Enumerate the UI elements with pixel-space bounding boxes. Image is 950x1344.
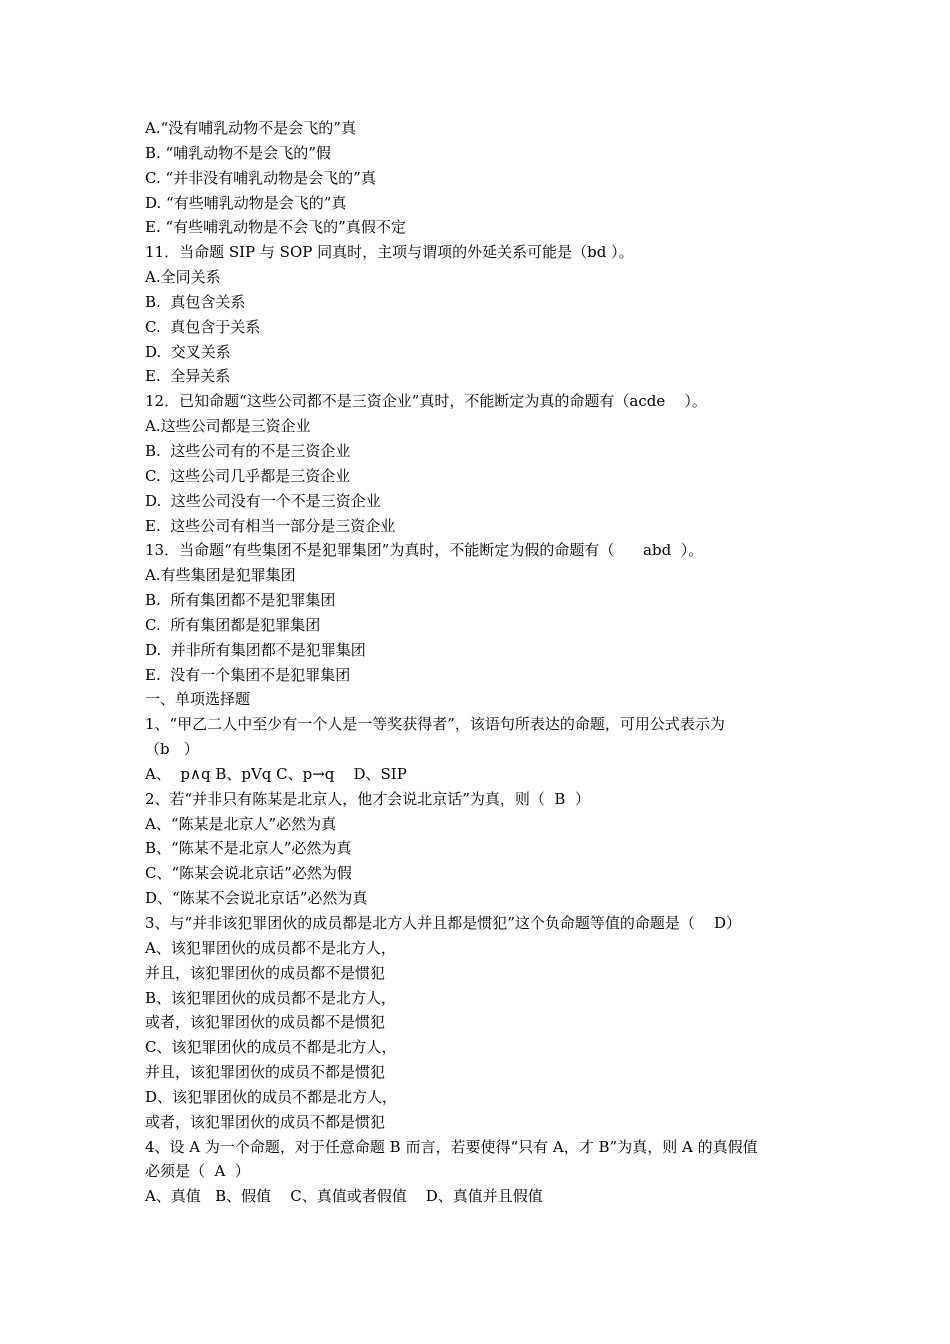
text-line: A、真值 B、假值 C、真值或者假值 D、真值并且假值	[145, 1187, 543, 1206]
text-line: D、“陈某不会说北京话”必然为真	[145, 889, 368, 908]
text-line: D. “有些哺乳动物是会飞的”真	[145, 193, 347, 212]
text-line: C. 所有集团都是犯罪集团	[145, 615, 321, 634]
text-line: 并且，该犯罪团伙的成员不都是惯犯	[145, 1063, 386, 1082]
text-line: （b ）	[145, 740, 199, 759]
text-line: B. 这些公司有的不是三资企业	[145, 441, 351, 460]
text-line: 或者，该犯罪团伙的成员不都是惯犯	[145, 1112, 386, 1131]
text-line: E. “有些哺乳动物是不会飞的”真假不定	[145, 218, 406, 237]
text-line: A、该犯罪团伙的成员都不是北方人，	[145, 938, 396, 957]
question-13: 13．当命题“有些集团不是犯罪集团”为真时，不能断定为假的命题有（ abd ）。	[145, 541, 704, 560]
text-line: E. 全异关系	[145, 367, 231, 386]
question-s2: 2、若“并非只有陈某是北京人，他才会说北京话”为真，则（ B ）	[145, 789, 590, 808]
text-line: E. 这些公司有相当一部分是三资企业	[145, 516, 396, 535]
text-line: D. 并非所有集团都不是犯罪集团	[145, 640, 366, 659]
text-line: C. “并非没有哺乳动物是会飞的”真	[145, 168, 376, 187]
text-line: 并且，该犯罪团伙的成员都不是惯犯	[145, 963, 386, 982]
text-line: B. 真包含关系	[145, 292, 246, 311]
text-line: B、“陈某不是北京人”必然为真	[145, 839, 352, 858]
text-line: D、该犯罪团伙的成员不都是北方人，	[145, 1087, 398, 1106]
text-line: C. 这些公司几乎都是三资企业	[145, 466, 351, 485]
document-body	[145, 116, 815, 1209]
text-line: A.“没有哺乳动物不是会飞的”真	[145, 119, 356, 137]
text-line: D. 这些公司没有一个不是三资企业	[145, 491, 381, 510]
text-line: 必须是（ A ）	[145, 1162, 250, 1181]
question-s1: 1、“甲乙二人中至少有一个人是一等奖获得者”，该语句所表达的命题，可用公式表示为	[145, 715, 725, 734]
text-line: A.全同关系	[145, 268, 221, 287]
text-line: E. 没有一个集团不是犯罪集团	[145, 665, 351, 684]
text-line: 或者，该犯罪团伙的成员都不是惯犯	[145, 1013, 386, 1032]
text-line: B. 所有集团都不是犯罪集团	[145, 591, 336, 610]
text-line: B. “哺乳动物不是会飞的”假	[145, 143, 331, 162]
text-line: B、该犯罪团伙的成员都不是北方人，	[145, 988, 397, 1007]
text-line: C、该犯罪团伙的成员不都是北方人，	[145, 1038, 397, 1057]
text-line: A、“陈某是北京人”必然为真	[145, 814, 337, 833]
text-line: A、 p∧q B、pVq C、p→q D、SIP	[145, 764, 407, 783]
text-line: C、“陈某会说北京话”必然为假	[145, 864, 352, 883]
text-line: C. 真包含于关系	[145, 317, 261, 336]
text-line: D. 交叉关系	[145, 342, 231, 361]
section-heading: 一、单项选择题	[145, 690, 251, 709]
question-s4: 4、设 A 为一个命题，对于任意命题 B 而言，若要使得“只有 A，才 B”为真，则 A 的真假值	[145, 1137, 758, 1156]
text-line: A.这些公司都是三资企业	[145, 417, 311, 436]
question-s3: 3、与“并非该犯罪团伙的成员都是北方人并且都是惯犯”这个负命题等值的命题是（ D）	[145, 914, 741, 932]
question-11: 11．当命题 SIP 与 SOP 同真时，主项与谓项的外延关系可能是（bd ）。	[145, 243, 634, 262]
question-12: 12．已知命题“这些公司都不是三资企业”真时，不能断定为真的命题有（acde ）。	[145, 392, 707, 411]
text-line: A.有些集团是犯罪集团	[145, 566, 296, 585]
